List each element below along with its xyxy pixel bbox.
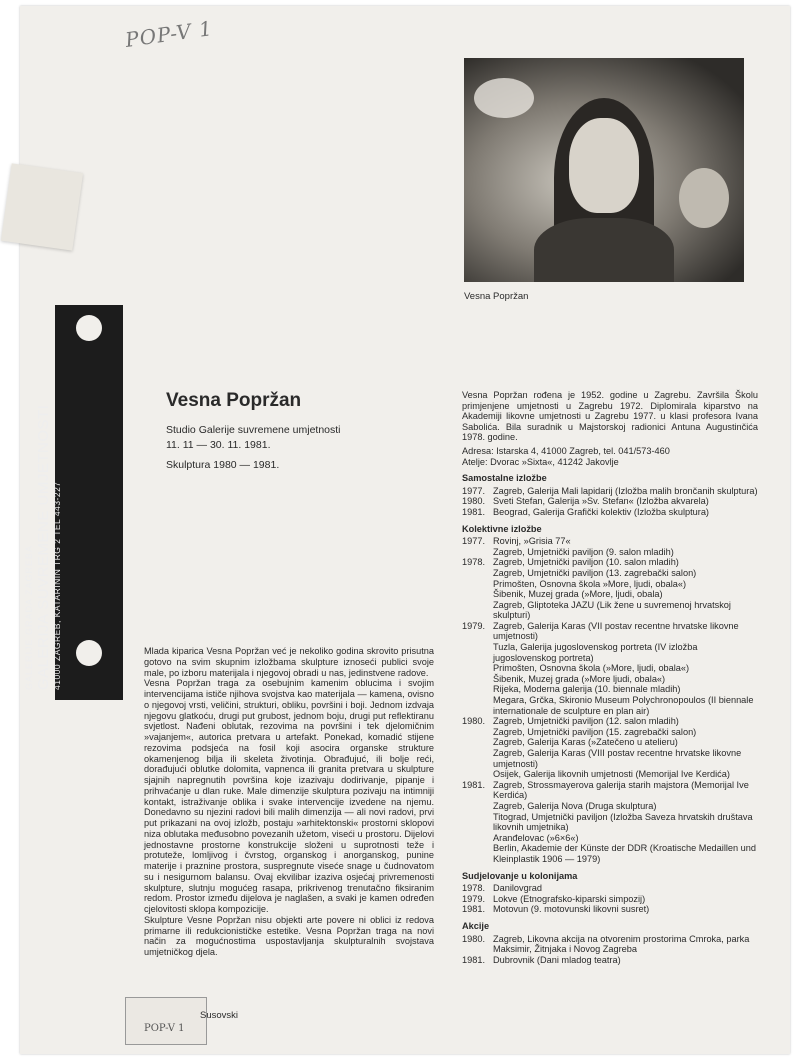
- exhibition-entry: [462, 507, 758, 518]
- exhibition-entry: [462, 496, 758, 507]
- biography-column: [462, 390, 758, 965]
- exhibition-entry: [462, 780, 758, 865]
- entry-text: Zagreb, Galerija Karas (VII postav recentne hrvatske likovne umjetnosti) Tuzla, Galerija jugoslovenskog portreta (IV izložba jugoslovenskog portreta) Primošten, Osnovna škola (»More, ljudi, obala«) Šibenik, Muzej grada (»More ljudi, obala«) Rijeka, Moderna galerija (10. biennale mladih) Megara, Grčka, Skironio Museum Polychronopoulos (II biennale internationale de sculpture en plan air): [493, 620, 754, 716]
- exhibition-list: [462, 473, 758, 965]
- label-line-1: GALERIJE GRADA ZAGREBA: [24, 544, 34, 690]
- entry-year: 1981.: [462, 904, 485, 915]
- entry-text: Zagreb, Strossmayerova galerija starih majstora (Memorijal Ive Kerdića) Zagreb, Galerija Nova (Druga skulptura) Titograd, Umjetnički paviljon (Izložba Saveza hrvatskih društava likovnih umjetnika) Aranđelovac (»6×6«) Berlin, Akademie der Künste der DDR (Kroatische Medaillen und Kleinplastik 1906 — 1979): [493, 779, 756, 864]
- exhibition-entry: [462, 557, 758, 621]
- exhibition-entry: [462, 904, 758, 915]
- exhibition-works: Skulptura 1980 — 1981.: [166, 459, 280, 471]
- section-heading: Akcije: [462, 920, 490, 931]
- entry-text: Motovun (9. motovunski likovni susret): [493, 904, 650, 915]
- exhibition-entry: [462, 883, 758, 894]
- entry-year: 1981.: [462, 506, 485, 517]
- entry-text: Zagreb, Umjetnički paviljon (10. salon mladih) Zagreb, Umjetnički paviljon (13. zagrebački salon) Primošten, Osnovna škola »More, ljudi, obala«) Šibenik, Muzej grada (»More, ljudi, obala) Zagreb, Gliptoteka JAZU (Lik žene u suvremenoj hrvatskoj skulpturi): [493, 557, 731, 621]
- page-title: Vesna Popržan: [166, 390, 302, 411]
- entry-text: Zagreb, Likovna akcija na otvorenim prostorima Cmroka, parka Maksimir, Žitnjaka i Novog Zagreba: [493, 933, 750, 955]
- address-line: Adresa: Istarska 4, 41000 Zagreb, tel. 041/573-460: [462, 445, 670, 456]
- entry-year: 1977.: [462, 485, 485, 496]
- stamp-text: POP-V 1: [144, 1023, 185, 1034]
- label-hole-top: [76, 315, 102, 341]
- exhibition-dates: 11. 11 — 30. 11. 1981.: [166, 439, 271, 451]
- entry-year: 1980.: [462, 933, 485, 944]
- entry-year: 1980.: [462, 496, 485, 507]
- entry-year: 1978.: [462, 557, 485, 568]
- section-heading: Samostalne izložbe: [462, 473, 547, 484]
- entry-year: 1978.: [462, 883, 485, 894]
- entry-text: Beograd, Galerija Grafički kolektiv (Izložba skulptura): [493, 506, 709, 517]
- tape-piece: [1, 163, 83, 250]
- intro-paragraph: Vesna Popržan traga za osebujnim kamenim oblucima i svojim intervencijama ističe njihova svojstva kao materijala — kamena, ovisno o njegovoj vrsti, veličini, strukturi, obliku, površini i boji. Jednom izdvaja njegovu glatkoću, drugi put grubost, jednom boju, drugi put reflektiranu svjetlost. Nađeni oblutak, rezovima na površini i tek djelomičnim »vajanjem«, autorica pretvara u artefakt. Ponekad, komadić stijene rezovima podsjeća na fosil koji asocira organske strukture okamenjenog bilja ili skeleta životinja. Obrađujuć, ili bolje reći, dorađujući oblutke dolomita, vapnenca ili granita pretvara u skulpture sjajnih napregnutih površina koje izazivaju dodirivanje, pipanje i prihvaćanje u dlan ruke. Male dimenzije skulptura pozivaju na intimniji kontakt, istraživanje oblika i svake intervencije izvedene na njemu. Donedavno su njezini radovi bili malih dimenzija — ali novi radovi, prvi put prikazani na ovoj izložb, postaju »arhitektonski« prostorni sklopovi niza oblutaka međusobno povezanih užetom, viseći u prostoru. Dijelovi jednostavne prostorne konstrukcije složeni u suprotnosti teže i protuteže, lomljivog i čvrstog, organskog i anorganskog, punine materije i praznine prostora, suspregnute viseće snage u čudnovatom su i nesigurnom balansu. Ovaj ekvilibar izaziva osjećaj privremenosti skulpture, slutnju mogućeg rasapa, prikrivenog trenutačno fiksiranim redom. Prostor između dijelova je naglašen, a svaki je kamen određen cjelovitosti sklopa kompozicije.: [144, 678, 434, 914]
- exhibition-entry: [462, 621, 758, 716]
- exhibition-entry: [462, 486, 758, 497]
- entry-text: Sveti Stefan, Galerija »Sv. Stefan« (Izložba akvarela): [493, 496, 709, 507]
- entry-text: Zagreb, Umjetnički paviljon (12. salon mladih) Zagreb, Umjetnički paviljon (15. zagrebački salon) Zagreb, Galerija Karas (»Zatečeno u atelieru) Zagreb, Galerija Karas (VIII postav recentne hrvatske likovne umjetnosti) Osijek, Galerija likovnih umjetnosti (Memorijal Ive Kerdića): [493, 716, 742, 780]
- entry-year: 1981.: [462, 779, 485, 790]
- entry-year: 1979.: [462, 620, 485, 631]
- intro-paragraph: Skulpture Vesne Popržan nisu objekti arte povere ni oblici iz redova primarne ili redukcionističke estetike. Vesna Popržan traga na novi način za mogućnostima uspostavljanja skulpturalnih svojstava umjetničkog djela.: [144, 914, 434, 957]
- studio-line: Atelje: Dvorac »Sixta«, 41242 Jakovlje: [462, 456, 619, 467]
- photo-caption: Vesna Popržan: [464, 291, 529, 302]
- section-heading: Kolektivne izložbe: [462, 523, 542, 534]
- catalogue-stamp: [125, 997, 207, 1045]
- handwritten-note: POP-V 1: [123, 15, 215, 53]
- intro-text: [144, 646, 434, 958]
- entry-text: Dubrovnik (Dani mladog teatra): [493, 954, 621, 965]
- entry-text: Danilovgrad: [493, 883, 543, 894]
- artist-photo: [464, 58, 744, 282]
- entry-text: Lokve (Etnografsko-kiparski simpozij): [493, 893, 646, 904]
- entry-year: 1980.: [462, 716, 485, 727]
- entry-year: 1981.: [462, 954, 485, 965]
- section-heading: Sudjelovanje u kolonijama: [462, 870, 578, 881]
- exhibition-entry: [462, 955, 758, 966]
- label-hole-bottom: [76, 640, 102, 666]
- author-name: Susovski: [200, 1010, 239, 1021]
- entry-year: 1979.: [462, 893, 485, 904]
- entry-year: 1977.: [462, 536, 485, 547]
- intro-paragraph: Mlada kiparica Vesna Popržan već je nekoliko godina skrovito prisutna gotovo na svim skupnim izložbama skulpture iznoseći publici svoje male, po izboru materijala i njegovoj obradi u nas, jedinstvene radove.: [144, 646, 434, 678]
- exhibition-entry: [462, 536, 758, 557]
- label-line-2: GALERIJA SUVREMENE UMJETNOSTI: [35, 404, 52, 690]
- entry-text: Zagreb, Galerija Mali lapidarij (Izložba malih brončanih skulptura): [493, 485, 758, 496]
- label-line-3: 41000 ZAGREB, KATARININ TRG 2 TEL 443-227: [52, 481, 62, 690]
- entry-text: Rovinj, »Grisia 77« Zagreb, Umjetnički paviljon (9. salon mladih): [493, 536, 674, 557]
- exhibition-entry: [462, 894, 758, 905]
- exhibition-entry: [462, 934, 758, 955]
- biography-text: Vesna Popržan rođena je 1952. godine u Zagrebu. Završila Školu primjenjene umjetnosti u Zagrebu 1972. Diplomirala kiparstvo na Akademiji likovne umjetnosti u Zagrebu 1977. u klasi profesora Ivana Sabolića. Bila suradnik u Majstorskoj radionici Antuna Augustinčića 1978. godine.: [462, 390, 758, 443]
- exhibition-venue: Studio Galerije suvremene umjetnosti: [166, 424, 341, 436]
- exhibition-entry: [462, 716, 758, 780]
- library-label-text: [24, 290, 62, 690]
